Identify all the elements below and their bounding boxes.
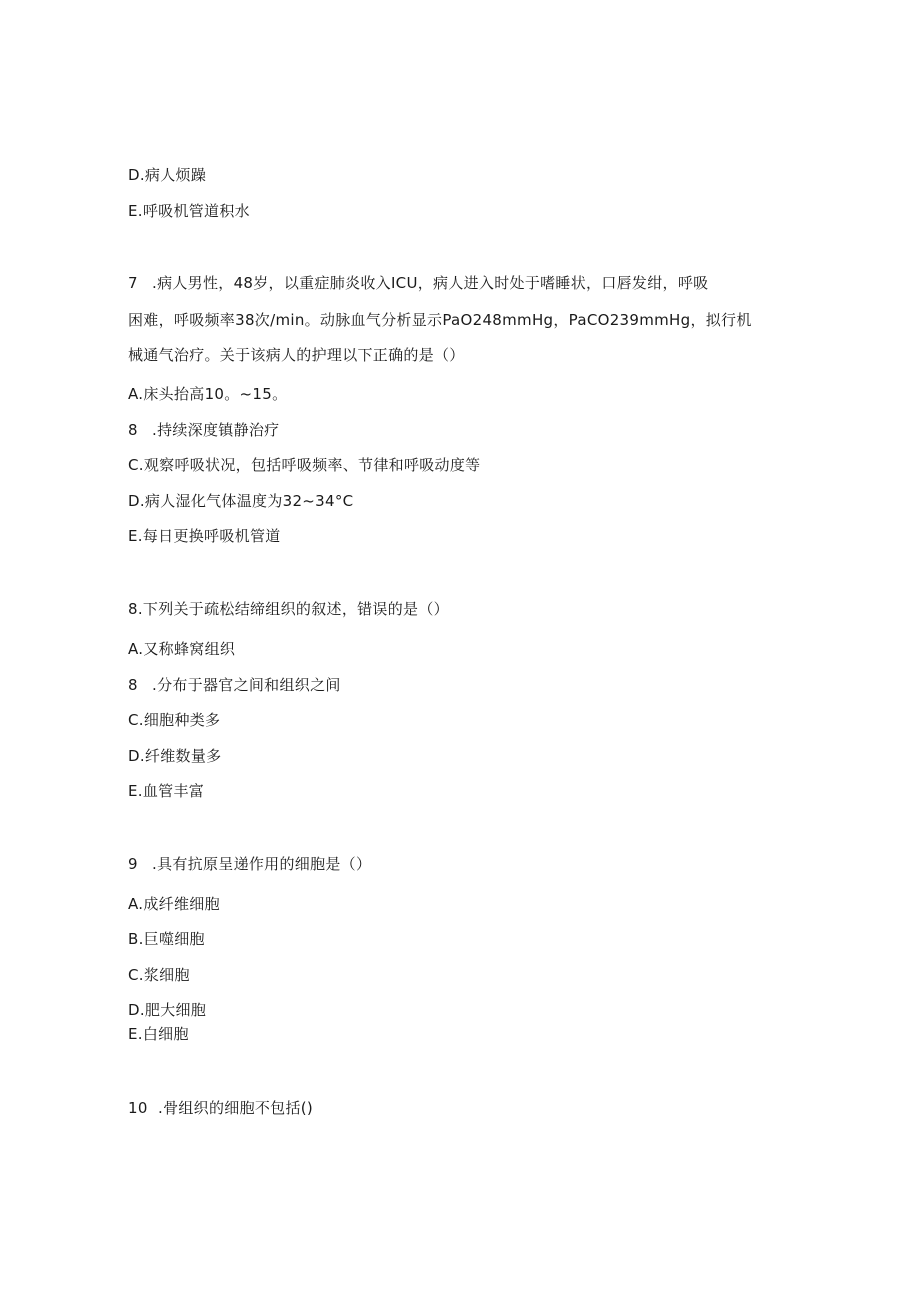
q7-option-b	[128, 419, 279, 440]
q10-number: 10	[128, 1099, 148, 1117]
q8-option-d: D.纤维数量多	[128, 747, 222, 765]
q7-stem-line1	[128, 272, 708, 293]
q7-option-a: A.床头抬高10。~15。	[128, 385, 288, 403]
q7-number: 7	[128, 274, 138, 292]
q7-option-b-text: .持续深度镇静治疗	[152, 421, 280, 439]
q9-option-a: A.成纤维细胞	[128, 895, 220, 913]
q7-stem-text1: .病人男性，48岁，以重症肺炎收入ICU，病人进入时处于嗜睡状，口唇发绀，呼吸	[152, 274, 709, 292]
q7-stem-line3: 械通气治疗。关于该病人的护理以下正确的是（）	[128, 346, 465, 364]
q9-option-d: D.肥大细胞	[128, 1001, 207, 1019]
q9-option-e: E.白细胞	[128, 1025, 189, 1043]
q8-option-b-text: .分布于器官之间和组织之间	[152, 676, 341, 694]
q7-option-b-number: 8	[128, 421, 138, 439]
q9-stem-text: .具有抗原呈递作用的细胞是（）	[152, 855, 372, 873]
q9-option-c: C.浆细胞	[128, 966, 190, 984]
q8-option-a: A.又称蜂窝组织	[128, 640, 236, 658]
q8-stem: 8.下列关于疏松结缔组织的叙述，错误的是（）	[128, 600, 449, 618]
q6-option-d: D.病人烦躁	[128, 166, 207, 184]
q7-option-c: C.观察呼吸状况，包括呼吸频率、节律和呼吸动度等	[128, 456, 481, 474]
q6-option-e: E.呼吸机管道积水	[128, 202, 250, 220]
q10-stem	[128, 1097, 313, 1118]
q9-option-b: B.巨噬细胞	[128, 930, 205, 948]
q8-option-b-number: 8	[128, 676, 138, 694]
q8-option-b	[128, 674, 341, 695]
q9-stem	[128, 853, 371, 874]
q8-option-e: E.血管丰富	[128, 782, 205, 800]
q7-stem-line2: 困难，呼吸频率38次/min。动脉血气分析显示PaO248mmHg，PaCO239mmHg，拟行机	[128, 311, 752, 329]
q9-number: 9	[128, 855, 138, 873]
q7-option-d: D.病人湿化气体温度为32~34°C	[128, 492, 354, 510]
q7-option-e: E.每日更换呼吸机管道	[128, 527, 281, 545]
q8-option-c: C.细胞种类多	[128, 711, 221, 729]
q10-stem-text: .骨组织的细胞不包括()	[158, 1099, 314, 1117]
